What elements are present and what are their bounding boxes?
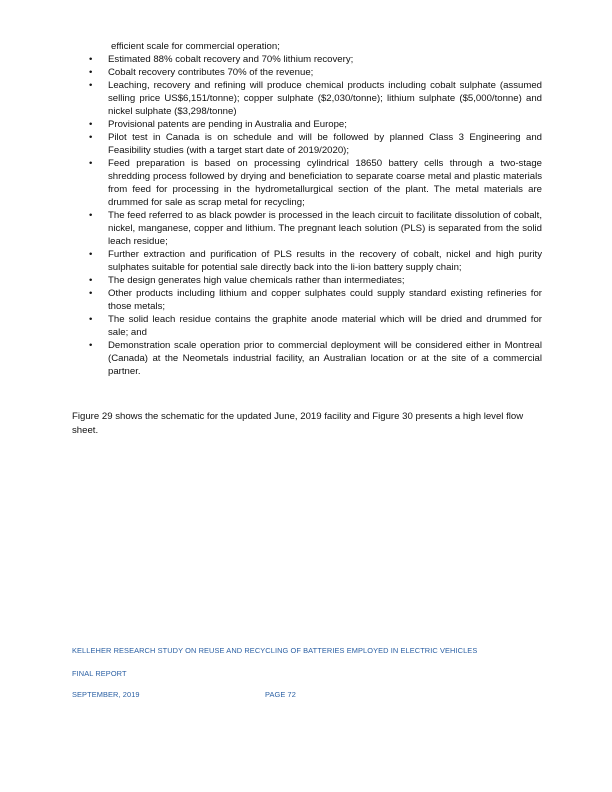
bullet-text: The design generates high value chemicals rather than intermediates; bbox=[108, 275, 405, 286]
page-number: PAGE 72 bbox=[265, 690, 296, 699]
footer-title: KELLEHER RESEARCH STUDY ON REUSE AND RECYCLING OF BATTERIES EMPLOYED IN ELECTRIC VEHICLES bbox=[72, 646, 478, 655]
bullet-text: The solid leach residue contains the graphite anode material which will be dried and drummed for sale; and bbox=[108, 314, 542, 338]
list-item bbox=[0, 53, 542, 66]
bullet-text: Other products including lithium and copper sulphates could supply standard existing refineries for those metals; bbox=[108, 288, 542, 312]
list-item bbox=[0, 339, 542, 378]
footer-date: SEPTEMBER, 2019 bbox=[72, 690, 140, 699]
footer-date-page bbox=[72, 690, 296, 699]
bullet-text: Further extraction and purification of PLS results in the recovery of cobalt, nickel and high purity sulphates suitable for potential sale directly back into the li-ion battery supply chain; bbox=[108, 249, 542, 273]
footer-report-label: FINAL REPORT bbox=[72, 669, 127, 678]
bullet-text: Feed preparation is based on processing cylindrical 18650 battery cells through a two-stage shredding process followed by drying and beneficiation to separate coarse metal and plastic materials from feed for processing in the hydrometallurgical section of the plant. The metal materials are drummed for sale as scrap metal for recycling; bbox=[108, 158, 542, 208]
list-item bbox=[0, 248, 542, 274]
closing-paragraph: Figure 29 shows the schematic for the updated June, 2019 facility and Figure 30 presents a high level flow sheet. bbox=[72, 411, 524, 436]
bullet-icon: • bbox=[89, 340, 93, 351]
bullet-icon: • bbox=[89, 54, 93, 65]
bullet-icon: • bbox=[89, 314, 93, 325]
bullet-icon: • bbox=[89, 119, 93, 130]
bullet-text: The feed referred to as black powder is processed in the leach circuit to facilitate dissolution of cobalt, nickel, manganese, copper and lithium. The pregnant leach solution (PLS) is separated from the solid leach residue; bbox=[108, 210, 542, 247]
list-item bbox=[0, 209, 542, 248]
list-item bbox=[0, 274, 542, 287]
list-item bbox=[0, 118, 542, 131]
bullet-text: Cobalt recovery contributes 70% of the revenue; bbox=[108, 67, 314, 78]
continued-bullet-text: efficient scale for commercial operation; bbox=[111, 41, 280, 52]
list-item bbox=[0, 131, 542, 157]
bullet-icon: • bbox=[89, 275, 93, 286]
list-item bbox=[0, 79, 542, 118]
bullet-text: Provisional patents are pending in Australia and Europe; bbox=[108, 119, 347, 130]
bullet-icon: • bbox=[89, 249, 93, 260]
bullet-icon: • bbox=[89, 67, 93, 78]
bullet-list bbox=[0, 53, 612, 378]
bullet-text: Estimated 88% cobalt recovery and 70% lithium recovery; bbox=[108, 54, 354, 65]
bullet-text: Leaching, recovery and refining will produce chemical products including cobalt sulphate (assumed selling price US$6,151/tonne); copper sulphate ($2,030/tonne); lithium sulphate ($5,000/tonne) and nickel sulphate ($3,298/tonne) bbox=[108, 80, 542, 117]
list-item bbox=[0, 157, 542, 209]
bullet-icon: • bbox=[89, 132, 93, 143]
list-item bbox=[0, 66, 542, 79]
list-item bbox=[0, 313, 542, 339]
bullet-icon: • bbox=[89, 80, 93, 91]
bullet-icon: • bbox=[89, 288, 93, 299]
bullet-text: Demonstration scale operation prior to commercial deployment will be considered either in Montreal (Canada) at the Neometals industrial facility, an Australian location or at the site of a commercial partner. bbox=[108, 340, 542, 377]
bullet-icon: • bbox=[89, 158, 93, 169]
bullet-text: Pilot test in Canada is on schedule and will be followed by planned Class 3 Engineering and Feasibility studies (with a target start date of 2019/2020); bbox=[108, 132, 542, 156]
bullet-icon: • bbox=[89, 210, 93, 221]
list-item bbox=[0, 287, 542, 313]
